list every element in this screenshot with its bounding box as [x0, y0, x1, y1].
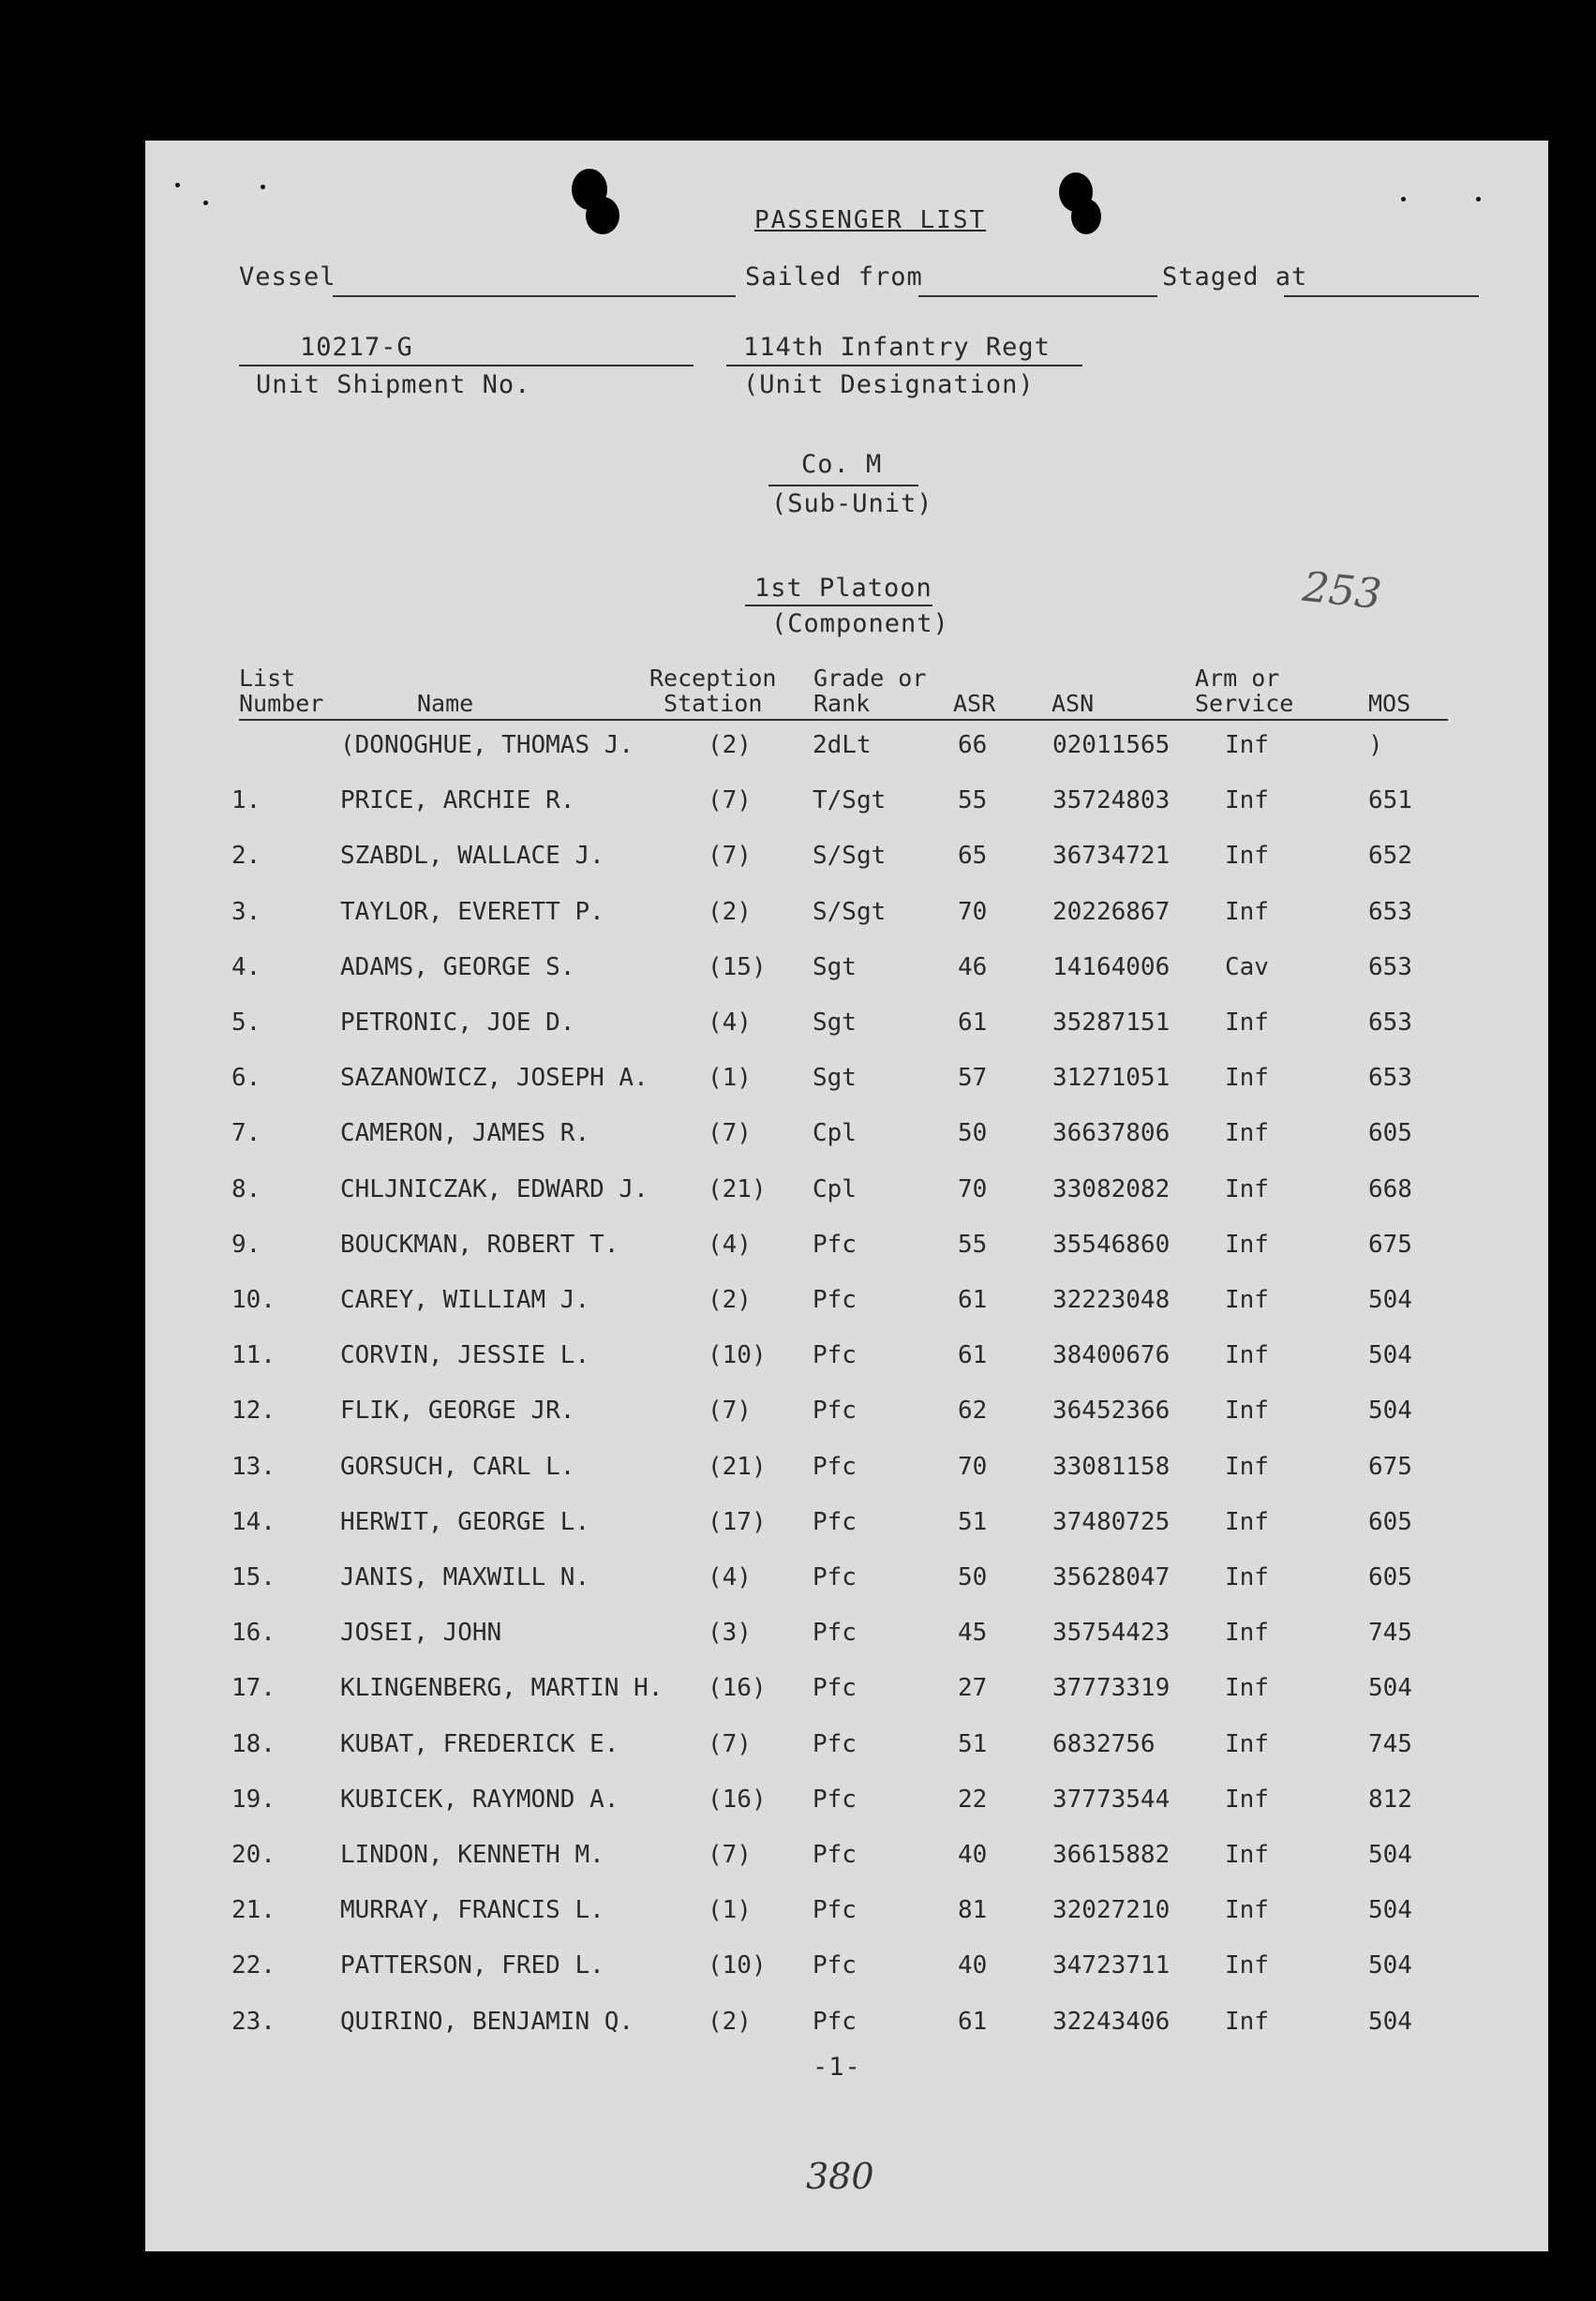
cell-name: PATTERSON, FRED L. [340, 1951, 604, 1980]
cell-arm: Inf [1225, 1119, 1269, 1148]
table-row [145, 1231, 1548, 1268]
cell-rec: (4) [708, 1009, 752, 1037]
cell-mos: 668 [1368, 1174, 1412, 1203]
cell-name: PETRONIC, JOE D. [340, 1009, 575, 1037]
cell-num: 23. [231, 2007, 276, 2036]
cell-grade: Pfc [813, 1286, 857, 1314]
cell-asn: 14164006 [1052, 952, 1171, 981]
cell-rec: (10) [708, 1951, 767, 1980]
cell-name: CHLJNICZAK, EDWARD J. [340, 1174, 649, 1203]
cell-asr: 61 [958, 1009, 988, 1037]
cell-name: FLIK, GEORGE JR. [340, 1397, 575, 1426]
cell-asr: 55 [958, 786, 988, 815]
cell-asn: 6832756 [1052, 1729, 1156, 1758]
cell-grade: Pfc [813, 1951, 857, 1980]
cell-num: 22. [231, 1951, 276, 1980]
page-title: PASSENGER LIST [754, 206, 987, 234]
cell-num: 13. [231, 1452, 276, 1481]
cell-asr: 40 [958, 1841, 988, 1869]
cell-rec: (7) [708, 1729, 752, 1758]
cell-mos: 504 [1368, 1896, 1412, 1925]
cell-asr: 70 [958, 1452, 988, 1481]
cell-name: MURRAY, FRANCIS L. [340, 1896, 604, 1925]
table-row [145, 1175, 1548, 1213]
cell-rec: (7) [708, 1397, 752, 1426]
cell-asr: 61 [958, 1286, 988, 1314]
sailed-blank [918, 295, 1157, 297]
cell-name: (DONOGHUE, THOMAS J. [340, 731, 634, 759]
cell-name: CORVIN, JESSIE L. [340, 1341, 590, 1370]
cell-grade: Cpl [813, 1119, 857, 1148]
cell-num: 5. [231, 1009, 261, 1037]
cell-asr: 45 [958, 1619, 988, 1648]
cell-num: 11. [231, 1341, 276, 1370]
cell-grade: Pfc [813, 2007, 857, 2036]
cell-num: 21. [231, 1896, 276, 1925]
cell-arm: Inf [1225, 1230, 1269, 1259]
cell-asr: 27 [958, 1674, 988, 1703]
cell-name: ADAMS, GEORGE S. [340, 952, 575, 981]
speck [175, 183, 180, 187]
stamp-number: 253 [1300, 562, 1384, 620]
cell-asr: 66 [958, 731, 988, 759]
cell-asn: 35287151 [1052, 1009, 1171, 1037]
table-row [145, 1508, 1548, 1546]
cell-asn: 32223048 [1052, 1286, 1171, 1314]
cell-asn: 32027210 [1052, 1896, 1171, 1925]
cell-rec: (7) [708, 1119, 752, 1148]
cell-arm: Inf [1225, 1009, 1269, 1037]
cell-rec: (1) [708, 1896, 752, 1925]
cell-asn: 33082082 [1052, 1174, 1171, 1203]
cell-num: 2. [231, 842, 261, 871]
cell-mos: 652 [1368, 842, 1412, 871]
passenger-table [145, 722, 1548, 2203]
cell-arm: Inf [1225, 786, 1269, 815]
shipment-label: Unit Shipment No. [256, 370, 531, 399]
col-asn: ASN [1052, 690, 1095, 717]
table-row [145, 842, 1548, 879]
cell-grade: Sgt [813, 1064, 857, 1093]
table-row [145, 1064, 1548, 1101]
cell-asn: 35628047 [1052, 1563, 1171, 1591]
cell-name: PRICE, ARCHIE R. [340, 786, 575, 815]
cell-mos: 605 [1368, 1507, 1412, 1536]
cell-asr: 61 [958, 1341, 988, 1370]
cell-num: 20. [231, 1841, 276, 1869]
cell-num: 17. [231, 1674, 276, 1703]
cell-rec: (2) [708, 897, 752, 926]
cell-name: SZABDL, WALLACE J. [340, 842, 604, 871]
table-row [145, 1619, 1548, 1656]
cell-grade: Cpl [813, 1174, 857, 1203]
cell-asr: 70 [958, 897, 988, 926]
col-grade: Grade or Rank [813, 665, 927, 717]
header-rule [239, 719, 1448, 721]
cell-grade: Pfc [813, 1841, 857, 1869]
table-row [145, 1009, 1548, 1046]
cell-arm: Inf [1225, 1507, 1269, 1536]
cell-arm: Inf [1225, 1452, 1269, 1481]
cell-arm: Inf [1225, 897, 1269, 926]
cell-asr: 51 [958, 1729, 988, 1758]
shipment-number: 10217-G [300, 333, 413, 362]
punch-hole-left-lower [586, 197, 619, 234]
cell-arm: Inf [1225, 731, 1269, 759]
cell-name: QUIRINO, BENJAMIN Q. [340, 2007, 634, 2036]
cell-mos: 745 [1368, 1729, 1412, 1758]
cell-asn: 20226867 [1052, 897, 1171, 926]
cell-rec: (17) [708, 1507, 767, 1536]
cell-asn: 32243406 [1052, 2007, 1171, 2036]
col-asr: ASR [953, 690, 996, 717]
vessel-label: Vessel [239, 262, 336, 291]
table-row [145, 786, 1548, 824]
cell-arm: Inf [1225, 1619, 1269, 1648]
cell-arm: Inf [1225, 842, 1269, 871]
cell-num: 1. [231, 786, 261, 815]
cell-num: 14. [231, 1507, 276, 1536]
table-row [145, 898, 1548, 935]
cell-asr: 61 [958, 2007, 988, 2036]
unit-line [726, 365, 1082, 366]
cell-arm: Inf [1225, 1674, 1269, 1703]
cell-rec: (2) [708, 2007, 752, 2036]
cell-grade: S/Sgt [813, 842, 887, 871]
cell-rec: (4) [708, 1563, 752, 1591]
cell-grade: Pfc [813, 1896, 857, 1925]
cell-num: 18. [231, 1729, 276, 1758]
cell-arm: Inf [1225, 2007, 1269, 2036]
cell-num: 8. [231, 1174, 261, 1203]
cell-rec: (16) [708, 1785, 767, 1814]
cell-arm: Inf [1225, 1841, 1269, 1869]
cell-rec: (7) [708, 786, 752, 815]
table-row [145, 1453, 1548, 1490]
cell-rec: (1) [708, 1064, 752, 1093]
cell-grade: Sgt [813, 1009, 857, 1037]
cell-asn: 37773544 [1052, 1785, 1171, 1814]
cell-arm: Inf [1225, 1397, 1269, 1426]
cell-arm: Inf [1225, 1951, 1269, 1980]
cell-num: 9. [231, 1230, 261, 1259]
cell-asn: 37480725 [1052, 1507, 1171, 1536]
unit-designation: 114th Infantry Regt [743, 333, 1051, 362]
table-row [145, 1286, 1548, 1323]
cell-asr: 51 [958, 1507, 988, 1536]
cell-num: 10. [231, 1286, 276, 1314]
cell-mos: 504 [1368, 1286, 1412, 1314]
cell-mos: 653 [1368, 952, 1412, 981]
table-row [145, 1674, 1548, 1711]
cell-mos: 504 [1368, 2007, 1412, 2036]
cell-rec: (7) [708, 842, 752, 871]
cell-asn: 35546860 [1052, 1230, 1171, 1259]
cell-name: TAYLOR, EVERETT P. [340, 897, 604, 926]
col-mos: MOS [1368, 690, 1411, 717]
cell-name: LINDON, KENNETH M. [340, 1841, 604, 1869]
cell-arm: Inf [1225, 1896, 1269, 1925]
cell-grade: Pfc [813, 1785, 857, 1814]
cell-mos: 605 [1368, 1119, 1412, 1148]
cell-arm: Inf [1225, 1785, 1269, 1814]
cell-name: KUBAT, FREDERICK E. [340, 1729, 619, 1758]
speck [1476, 197, 1481, 202]
table-row [145, 1841, 1548, 1878]
cell-rec: (2) [708, 1286, 752, 1314]
punch-hole-right-lower [1071, 199, 1101, 234]
cell-arm: Inf [1225, 1563, 1269, 1591]
cell-mos: 651 [1368, 786, 1412, 815]
table-row [145, 1341, 1548, 1379]
cell-grade: Sgt [813, 952, 857, 981]
shipment-line [239, 365, 694, 366]
cell-asn: 37773319 [1052, 1674, 1171, 1703]
cell-rec: (2) [708, 731, 752, 759]
cell-grade: T/Sgt [813, 786, 887, 815]
unit-label: (Unit Designation) [743, 370, 1035, 399]
document-page [145, 141, 1548, 2251]
cell-grade: Pfc [813, 1619, 857, 1648]
cell-num: 19. [231, 1785, 276, 1814]
cell-num: 15. [231, 1563, 276, 1591]
cell-mos: 504 [1368, 1341, 1412, 1370]
cell-name: GORSUCH, CARL L. [340, 1452, 575, 1481]
cell-name: JOSEI, JOHN [340, 1619, 502, 1648]
table-row [145, 1951, 1548, 1989]
table-row [145, 1730, 1548, 1768]
cell-num: 7. [231, 1119, 261, 1148]
cell-asn: 35754423 [1052, 1619, 1171, 1648]
col-list-number: List Number [239, 665, 324, 717]
table-row [145, 731, 1548, 769]
cell-name: KUBICEK, RAYMOND A. [340, 1785, 619, 1814]
component-line [745, 605, 932, 606]
cell-asn: 38400676 [1052, 1341, 1171, 1370]
speck [203, 201, 208, 205]
cell-asr: 65 [958, 842, 988, 871]
table-row [145, 1119, 1548, 1157]
cell-arm: Inf [1225, 1729, 1269, 1758]
sub-unit-line [768, 485, 918, 486]
cell-rec: (3) [708, 1619, 752, 1648]
cell-asn: 34723711 [1052, 1951, 1171, 1980]
cell-name: CAREY, WILLIAM J. [340, 1286, 590, 1314]
cell-asn: 36452366 [1052, 1397, 1171, 1426]
cell-grade: 2dLt [813, 731, 872, 759]
cell-mos: ) [1368, 731, 1383, 759]
cell-mos: 653 [1368, 897, 1412, 926]
cell-mos: 653 [1368, 1064, 1412, 1093]
cell-grade: Pfc [813, 1452, 857, 1481]
cell-asr: 50 [958, 1563, 988, 1591]
cell-name: BOUCKMAN, ROBERT T. [340, 1230, 619, 1259]
cell-asr: 55 [958, 1230, 988, 1259]
cell-mos: 605 [1368, 1563, 1412, 1591]
cell-asn: 02011565 [1052, 731, 1171, 759]
cell-asn: 33081158 [1052, 1452, 1171, 1481]
cell-num: 12. [231, 1397, 276, 1426]
staged-label: Staged at [1162, 262, 1308, 291]
cell-mos: 504 [1368, 1841, 1412, 1869]
cell-grade: Pfc [813, 1563, 857, 1591]
cell-mos: 504 [1368, 1951, 1412, 1980]
cell-grade: Pfc [813, 1674, 857, 1703]
cell-grade: Pfc [813, 1507, 857, 1536]
cell-asr: 50 [958, 1119, 988, 1148]
cell-num: 16. [231, 1619, 276, 1648]
cell-asn: 35724803 [1052, 786, 1171, 815]
cell-name: CAMERON, JAMES R. [340, 1119, 590, 1148]
table-row [145, 953, 1548, 991]
cell-arm: Cav [1225, 952, 1269, 981]
cell-name: SAZANOWICZ, JOSEPH A. [340, 1064, 649, 1093]
sub-unit: Co. M [801, 450, 883, 479]
component-label: (Component) [771, 609, 949, 638]
cell-asn: 36637806 [1052, 1119, 1171, 1148]
cell-grade: Pfc [813, 1729, 857, 1758]
cell-asr: 40 [958, 1951, 988, 1980]
col-name: Name [417, 690, 474, 717]
sailed-label: Sailed from [745, 262, 923, 291]
cell-name: HERWIT, GEORGE L. [340, 1507, 590, 1536]
sub-unit-label: (Sub-Unit) [771, 489, 933, 518]
cell-rec: (21) [708, 1452, 767, 1481]
cell-num: 4. [231, 952, 261, 981]
cell-asn: 36615882 [1052, 1841, 1171, 1869]
cell-grade: Pfc [813, 1230, 857, 1259]
cell-asr: 57 [958, 1064, 988, 1093]
cell-num: 6. [231, 1064, 261, 1093]
page-number: -1- [813, 2053, 861, 2082]
cell-asr: 22 [958, 1785, 988, 1814]
cell-rec: (16) [708, 1674, 767, 1703]
speck [1401, 197, 1406, 202]
cell-arm: Inf [1225, 1286, 1269, 1314]
handwritten-number: 380 [806, 2156, 874, 2197]
table-row [145, 2008, 1548, 2045]
cell-asr: 46 [958, 952, 988, 981]
cell-mos: 745 [1368, 1619, 1412, 1648]
cell-arm: Inf [1225, 1174, 1269, 1203]
cell-mos: 504 [1368, 1674, 1412, 1703]
cell-mos: 653 [1368, 1009, 1412, 1037]
table-row [145, 1563, 1548, 1601]
cell-mos: 675 [1368, 1230, 1412, 1259]
col-arm: Arm or Service [1195, 665, 1294, 717]
cell-asn: 31271051 [1052, 1064, 1171, 1093]
cell-rec: (7) [708, 1841, 752, 1869]
cell-grade: Pfc [813, 1397, 857, 1426]
cell-arm: Inf [1225, 1341, 1269, 1370]
cell-name: JANIS, MAXWILL N. [340, 1563, 590, 1591]
cell-mos: 504 [1368, 1397, 1412, 1426]
cell-mos: 812 [1368, 1785, 1412, 1814]
cell-rec: (4) [708, 1230, 752, 1259]
cell-arm: Inf [1225, 1064, 1269, 1093]
cell-name: KLINGENBERG, MARTIN H. [340, 1674, 664, 1703]
cell-rec: (10) [708, 1341, 767, 1370]
col-reception: Reception Station [649, 665, 777, 717]
cell-asn: 36734721 [1052, 842, 1171, 871]
component: 1st Platoon [754, 574, 932, 603]
cell-rec: (21) [708, 1174, 767, 1203]
cell-grade: S/Sgt [813, 897, 887, 926]
cell-rec: (15) [708, 952, 767, 981]
cell-asr: 62 [958, 1397, 988, 1426]
staged-blank [1284, 295, 1479, 297]
speck [261, 185, 265, 189]
table-row [145, 1896, 1548, 1934]
cell-asr: 70 [958, 1174, 988, 1203]
cell-mos: 675 [1368, 1452, 1412, 1481]
table-row [145, 1397, 1548, 1434]
table-row [145, 1786, 1548, 1823]
cell-grade: Pfc [813, 1341, 857, 1370]
cell-num: 3. [231, 897, 261, 926]
cell-asr: 81 [958, 1896, 988, 1925]
vessel-blank [333, 295, 736, 297]
